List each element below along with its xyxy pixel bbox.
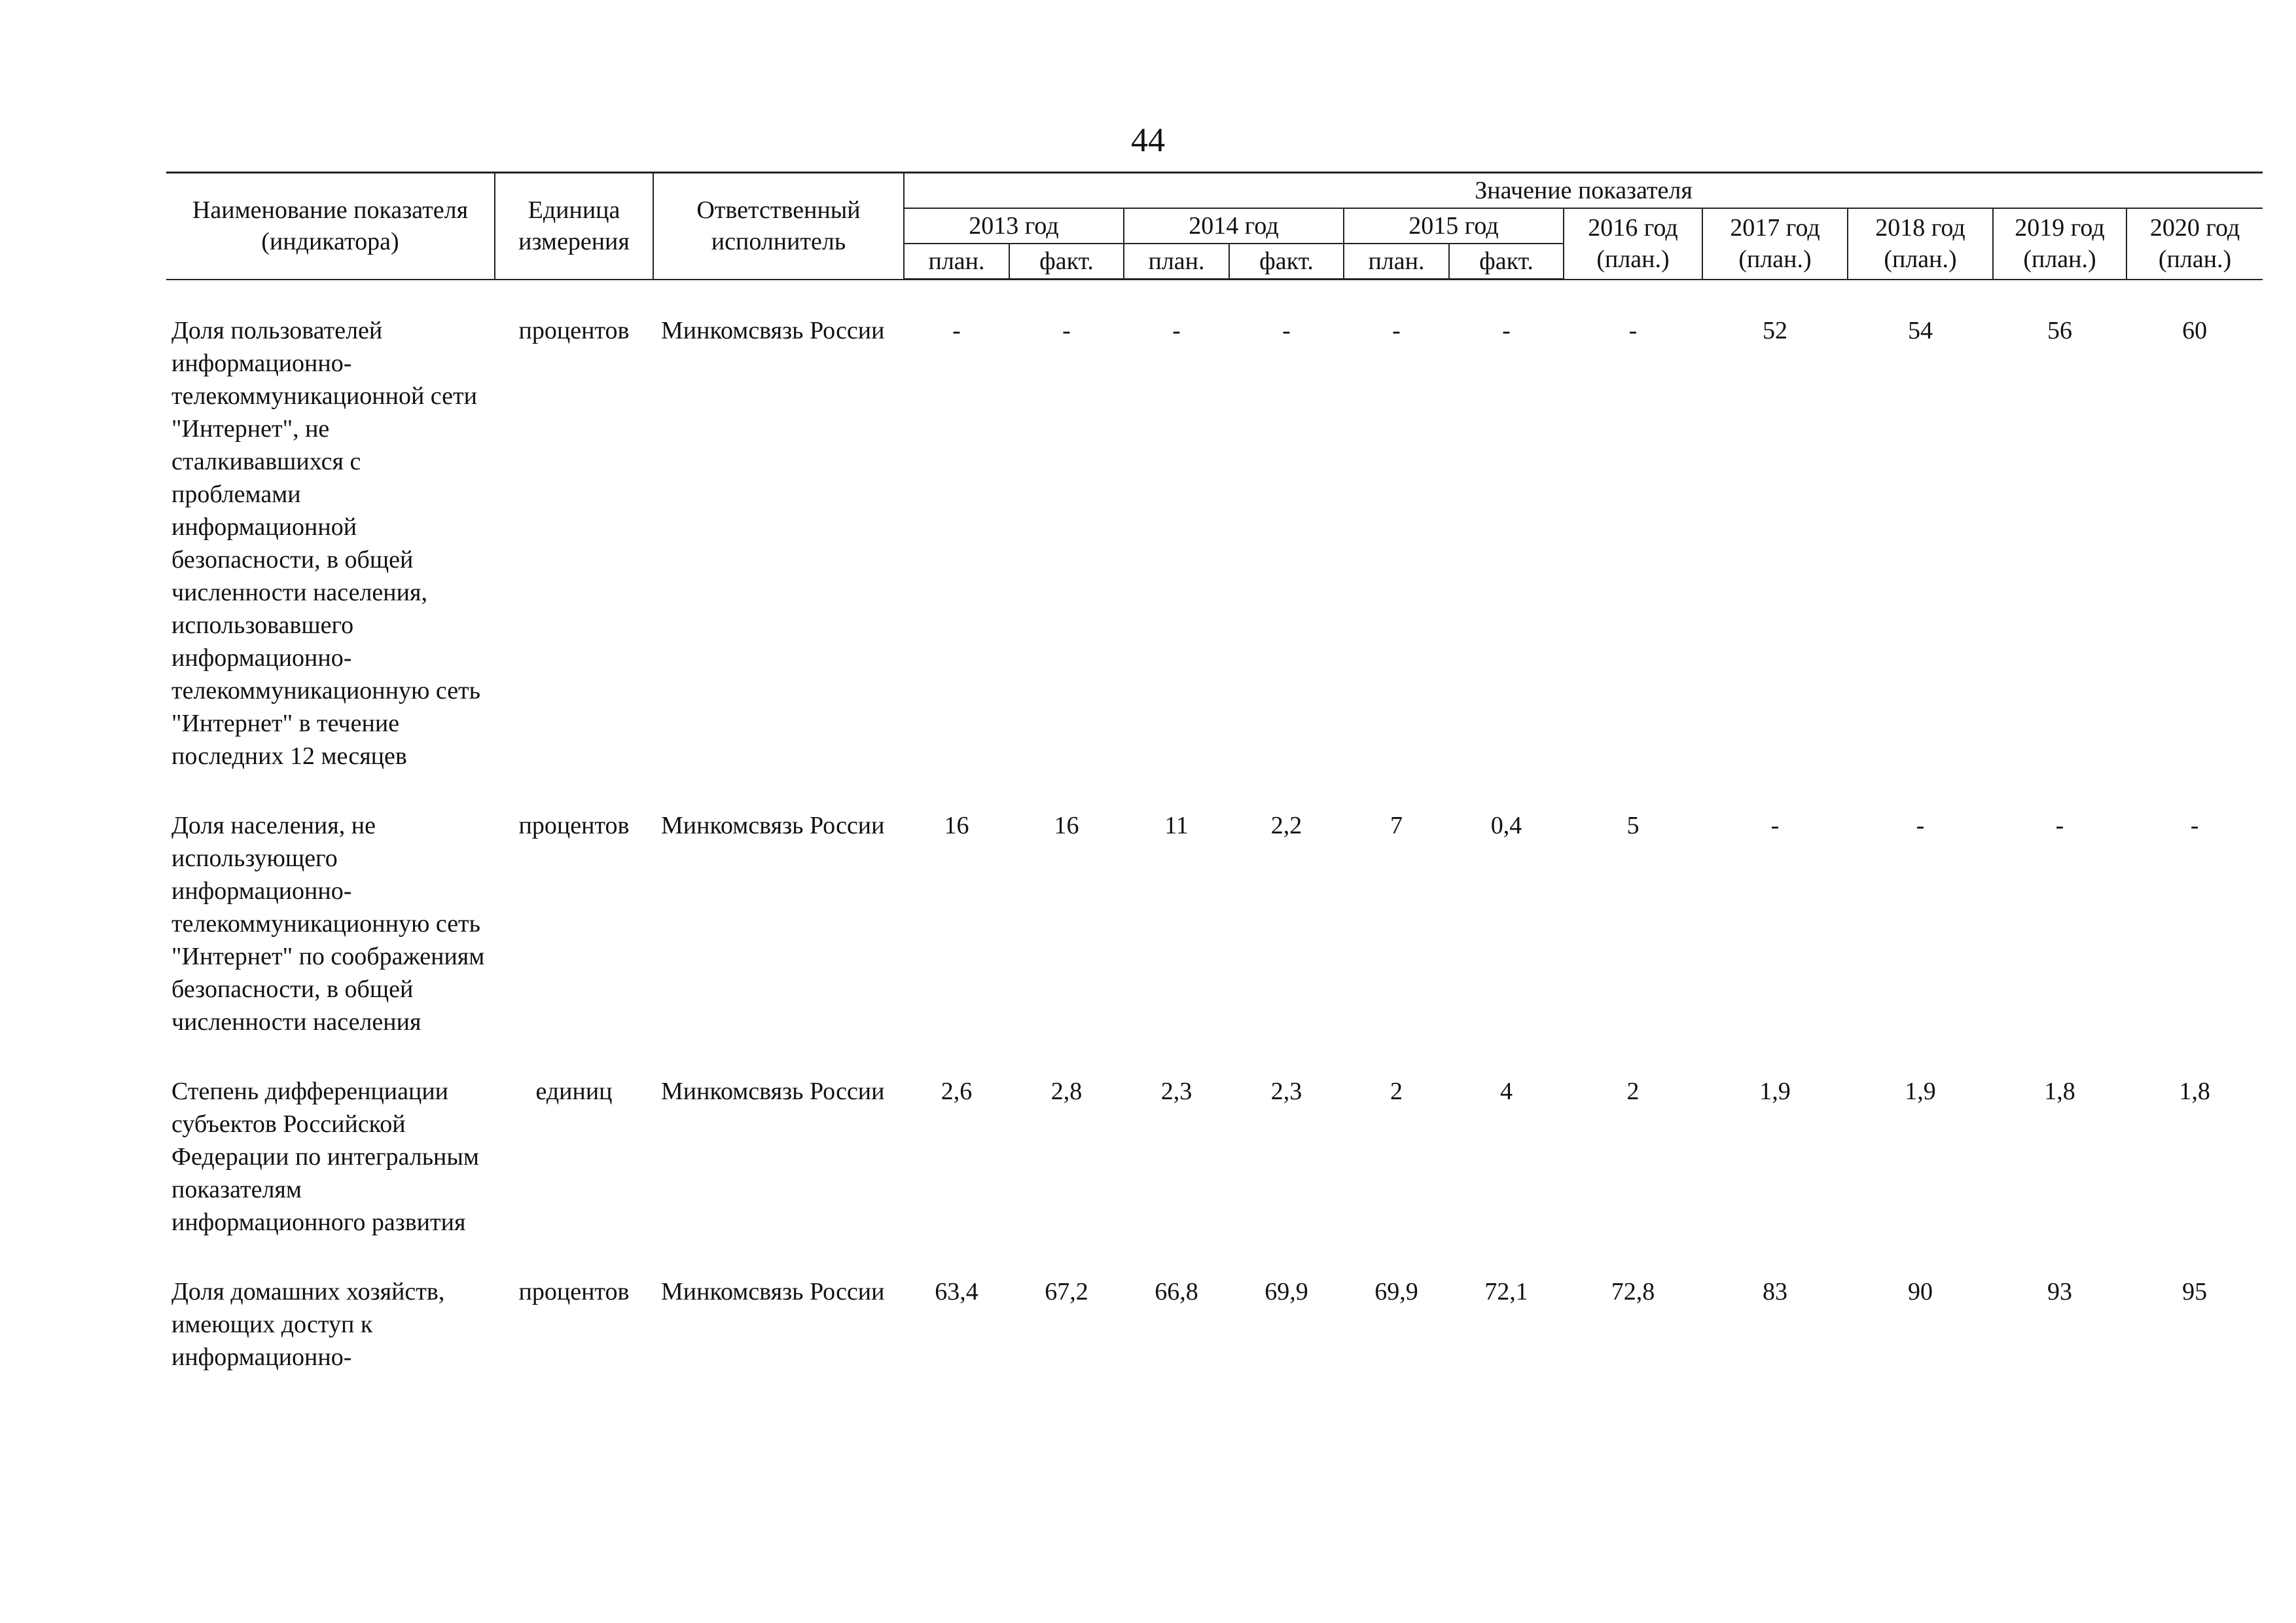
value-cell: - — [1172, 317, 1181, 344]
value-cell: - — [1628, 317, 1638, 344]
value-cell: 2 — [1390, 1078, 1403, 1105]
value-cell: 0,4 — [1490, 812, 1522, 839]
value-cell: 1,8 — [2044, 1078, 2075, 1105]
value-cell: 56 — [2047, 317, 2072, 344]
value-cell: - — [2055, 812, 2064, 839]
value-cell: 67,2 — [1045, 1278, 1088, 1305]
value-cell: 2,2 — [1270, 812, 1302, 839]
header-year-2014: 2014 год — [1124, 208, 1344, 244]
value-cell: - — [952, 317, 961, 344]
indicator-table-wrapper — [166, 172, 2261, 1374]
value-cell: 90 — [1908, 1278, 1933, 1305]
header-fact: факт. — [1009, 244, 1124, 280]
value-cell: 72,1 — [1484, 1278, 1528, 1305]
value-cell: 1,9 — [1905, 1078, 1936, 1105]
indicator-name: Доля пользователей информационно-телекоммуникационной сети "Интернет", не сталкивавшихся с проблемами информационной безопасности, в общей численности населения, использовавшего информационно-телекоммуникационную сеть "Интернет" в течение последних 12 месяцев — [171, 317, 480, 770]
value-cell: 66,8 — [1155, 1278, 1198, 1305]
value-cell: 1,8 — [2179, 1078, 2210, 1105]
header-year-2020: 2020 год (план.) — [2126, 208, 2263, 280]
indicator-unit: процентов — [518, 1278, 630, 1305]
indicator-table — [166, 172, 2263, 1374]
value-cell: 69,9 — [1374, 1278, 1418, 1305]
value-cell: 5 — [1626, 812, 1640, 839]
page-number: 44 — [1131, 122, 1165, 159]
value-cell: - — [1502, 317, 1511, 344]
value-cell: - — [2190, 812, 2199, 839]
value-cell: 52 — [1763, 317, 1787, 344]
indicator-name: Доля населения, не использующего информационно-телекоммуникационную сеть "Интернет" по соображениям безопасности, в общей численности населения — [171, 812, 485, 1036]
value-cell: 93 — [2047, 1278, 2072, 1305]
indicator-responsible: Минкомсвязь России — [661, 1278, 885, 1305]
header-responsible: Ответственный исполнитель — [653, 173, 904, 280]
value-cell: 16 — [1054, 812, 1079, 839]
value-cell: 11 — [1164, 812, 1189, 839]
value-cell: 2,3 — [1270, 1078, 1302, 1105]
header-year-2015: 2015 год — [1344, 208, 1564, 244]
header-fact: факт. — [1449, 244, 1564, 280]
header-values-group: Значение показателя — [904, 173, 2263, 209]
indicator-responsible: Минкомсвязь России — [661, 1078, 885, 1105]
value-cell: 72,8 — [1611, 1278, 1655, 1305]
indicator-name: Степень дифференциации субъектов Российской Федерации по интегральным показателям информационного развития — [171, 1078, 479, 1236]
value-cell: 16 — [944, 812, 969, 839]
header-year-2017: 2017 год (план.) — [1702, 208, 1848, 280]
header-year-2018: 2018 год (план.) — [1848, 208, 1993, 280]
value-cell: - — [1062, 317, 1071, 344]
value-cell: 7 — [1390, 812, 1403, 839]
indicator-responsible: Минкомсвязь России — [661, 317, 885, 344]
header-plan: план. — [904, 244, 1009, 280]
indicator-unit: единиц — [535, 1078, 613, 1105]
value-cell: 2,8 — [1050, 1078, 1083, 1105]
table-row — [166, 1275, 2263, 1374]
header-unit: Единица измерения — [495, 173, 653, 280]
table-row — [166, 809, 2263, 1038]
value-cell: 69,9 — [1265, 1278, 1308, 1305]
table-row — [166, 314, 2263, 773]
header-plan: план. — [1344, 244, 1449, 280]
table-row — [166, 1075, 2263, 1239]
value-cell: - — [1392, 317, 1401, 344]
value-cell: - — [1282, 317, 1291, 344]
value-cell: 95 — [2182, 1278, 2208, 1305]
indicator-responsible: Минкомсвязь России — [661, 812, 885, 839]
table-header — [166, 173, 2263, 280]
header-plan: план. — [1124, 244, 1229, 280]
value-cell: - — [1770, 812, 1780, 839]
header-name: Наименование показателя (индикатора) — [166, 173, 495, 280]
value-cell: - — [1916, 812, 1925, 839]
indicator-name: Доля домашних хозяйств, имеющих доступ к информационно- — [171, 1278, 445, 1371]
header-fact: факт. — [1229, 244, 1344, 280]
value-cell: 2,3 — [1160, 1078, 1193, 1105]
header-year-2013: 2013 год — [904, 208, 1124, 244]
value-cell: 4 — [1500, 1078, 1513, 1105]
header-year-2019: 2019 год (план.) — [1993, 208, 2126, 280]
value-cell: 60 — [2182, 317, 2208, 344]
value-cell: 83 — [1763, 1278, 1787, 1305]
indicator-unit: процентов — [518, 317, 630, 344]
value-cell: 1,9 — [1759, 1078, 1791, 1105]
value-cell: 63,4 — [935, 1278, 978, 1305]
value-cell: 54 — [1908, 317, 1933, 344]
header-year-2016: 2016 год (план.) — [1564, 208, 1702, 280]
value-cell: 2 — [1626, 1078, 1640, 1105]
indicator-unit: процентов — [518, 812, 630, 839]
value-cell: 2,6 — [941, 1078, 973, 1105]
table-body — [166, 280, 2263, 1374]
